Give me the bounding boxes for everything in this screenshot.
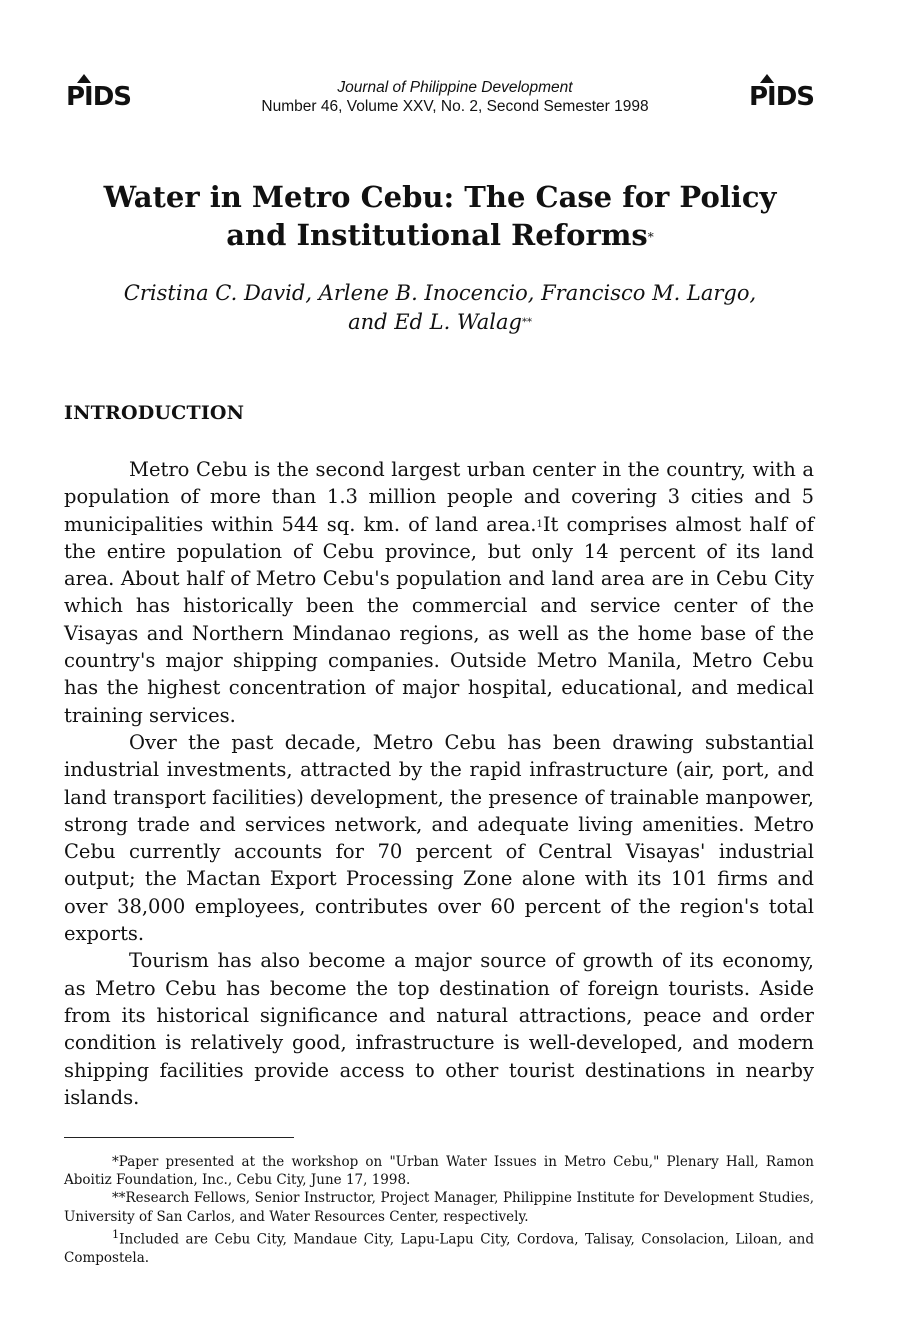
authors-footnote-mark: ** — [521, 317, 532, 328]
article-title — [60, 178, 820, 254]
footnote-ref-1: 1 — [536, 518, 543, 530]
paragraph-1: Metro Cebu is the second largest urban center in the country, with a population of more than 1.3 million people and covering 3 cities and 5 municipalities within 544 sq. km. of land area.$^1$It comprises almost half of the entire population of Cebu province, but only 14 percent of its land area. About half of Metro Cebu's population and land area are in Cebu City which has historically been the commercial and service center of the Visayas and Northern Mindanao regions, as well as the home base of the country's major shipping companies. Outside Metro Manila, Metro Cebu has the highest concentration of major hospital, educational, and medical training services. — [64, 458, 814, 727]
author-list — [60, 279, 820, 337]
issue-info: Number 46, Volume XXV, No. 2, Second Semester 1998 — [261, 98, 649, 115]
title-line-1: Water in Metro Cebu: The Case for Policy — [103, 180, 777, 214]
journal-title: Journal of Philippine Development — [337, 79, 573, 96]
body-text — [64, 456, 814, 1111]
authors-line-2: and Ed L. Walag** — [348, 310, 532, 334]
pids-logo-right: PIDS — [749, 84, 814, 110]
authors-line-1: Cristina C. David, Arlene B. Inocencio, Francisco M. Largo, — [123, 281, 757, 305]
logo-roof-icon — [760, 74, 774, 83]
section-heading: INTRODUCTION — [64, 402, 245, 424]
footnote-3: $^1$Included are Cebu City, Mandaue City, Lapu-Lapu City, Cordova, Talisay, Consolacion, Liloan, and Compostela. — [64, 1227, 814, 1266]
paragraph-3: Tourism has also become a major source of growth of its economy, as Metro Cebu has become the top destination of foreign tourists. Aside from its historical significance and natural attractions, peace and order condition is relatively good, infrastructure is well-developed, and modern shipping facilities provide access to other tourist destinations in nearby islands. — [64, 949, 814, 1109]
title-line-2: and Institutional Reforms* — [226, 218, 654, 252]
footnote-1: *Paper presented at the workshop on "Urban Water Issues in Metro Cebu," Plenary Hall, Ramon Aboitiz Foundation, Inc., Cebu City, June 17, 1998. — [64, 1154, 814, 1189]
footnote-2: **Research Fellows, Senior Instructor, Project Manager, Philippine Institute for Development Studies, University of San Carlos, and Water Resources Center, respectively. — [64, 1190, 814, 1225]
title-footnote-mark: * — [647, 230, 654, 244]
footnotes — [64, 1153, 814, 1267]
pids-logo-left: PIDS — [66, 84, 131, 110]
paragraph-2: Over the past decade, Metro Cebu has been drawing substantial industrial investments, attracted by the rapid infrastructure (air, port, and land transport facilities) development, the presence of trainable manpower, strong trade and services network, and adequate living amenities. Metro Cebu currently accounts for 70 percent of Central Visayas' industrial output; the Mactan Export Processing Zone alone with its 101 firms and over 38,000 employees, contributes over 60 percent of the region's total exports. — [64, 730, 814, 946]
footnote-divider — [64, 1137, 294, 1138]
